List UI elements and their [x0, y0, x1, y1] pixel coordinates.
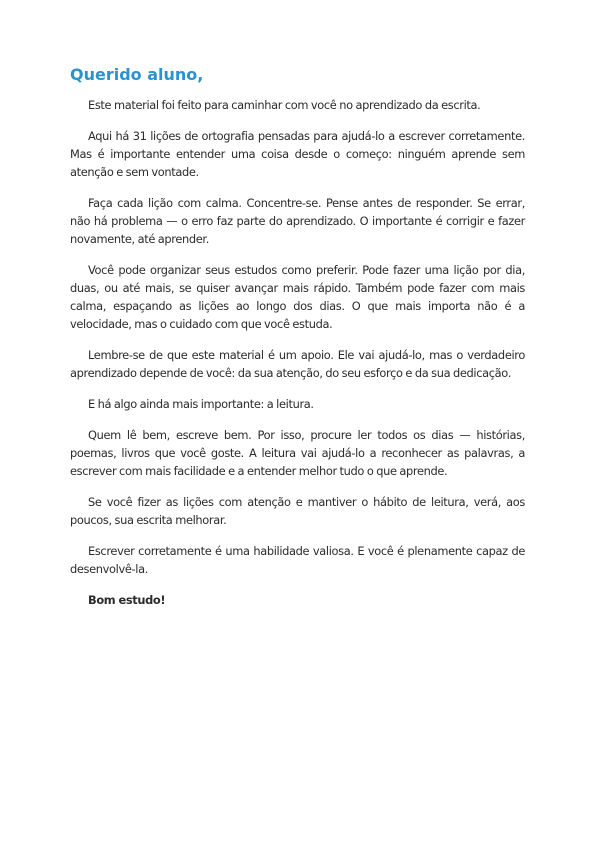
paragraph: Aqui há 31 lições de ortografia pensadas para ajudá-lo a escrever corretamente. Mas é importante entender uma coisa desde o começo: ninguém aprende sem atenção e sem vontade.: [70, 129, 525, 179]
paragraph: Escrever corretamente é uma habilidade valiosa. E você é plenamente capaz de desenvolvê-la.: [70, 544, 525, 576]
letter-heading: Querido aluno,: [70, 65, 204, 84]
letter-body: [70, 64, 525, 622]
closing-line: Bom estudo!: [88, 593, 166, 607]
paragraph: Quem lê bem, escreve bem. Por isso, procure ler todos os dias — histórias, poemas, livros que você goste. A leitura vai ajudá-lo a reconhecer as palavras, a escrever com mais facilidade e a entender melhor tudo o que aprende.: [70, 428, 525, 478]
paragraph: Este material foi feito para caminhar com você no aprendizado da escrita.: [88, 98, 481, 112]
paragraph: E há algo ainda mais importante: a leitura.: [88, 397, 314, 411]
paragraph: Lembre-se de que este material é um apoio. Ele vai ajudá-lo, mas o verdadeiro aprendizado depende de você: da sua atenção, do seu esforço e da sua dedicação.: [70, 348, 525, 380]
paragraph: Se você fizer as lições com atenção e mantiver o hábito de leitura, verá, aos poucos, sua escrita melhorar.: [70, 495, 525, 527]
paragraph: Faça cada lição com calma. Concentre-se. Pense antes de responder. Se errar, não há problema — o erro faz parte do aprendizado. O importante é corrigir e fazer novamente, até aprender.: [70, 196, 525, 246]
paragraph: Você pode organizar seus estudos como preferir. Pode fazer uma lição por dia, duas, ou até mais, se quiser avançar mais rápido. Também pode fazer com mais calma, espaçando as lições ao longo dos dias. O que mais importa não é a velocidade, mas o cuidado com que você estuda.: [70, 263, 525, 331]
